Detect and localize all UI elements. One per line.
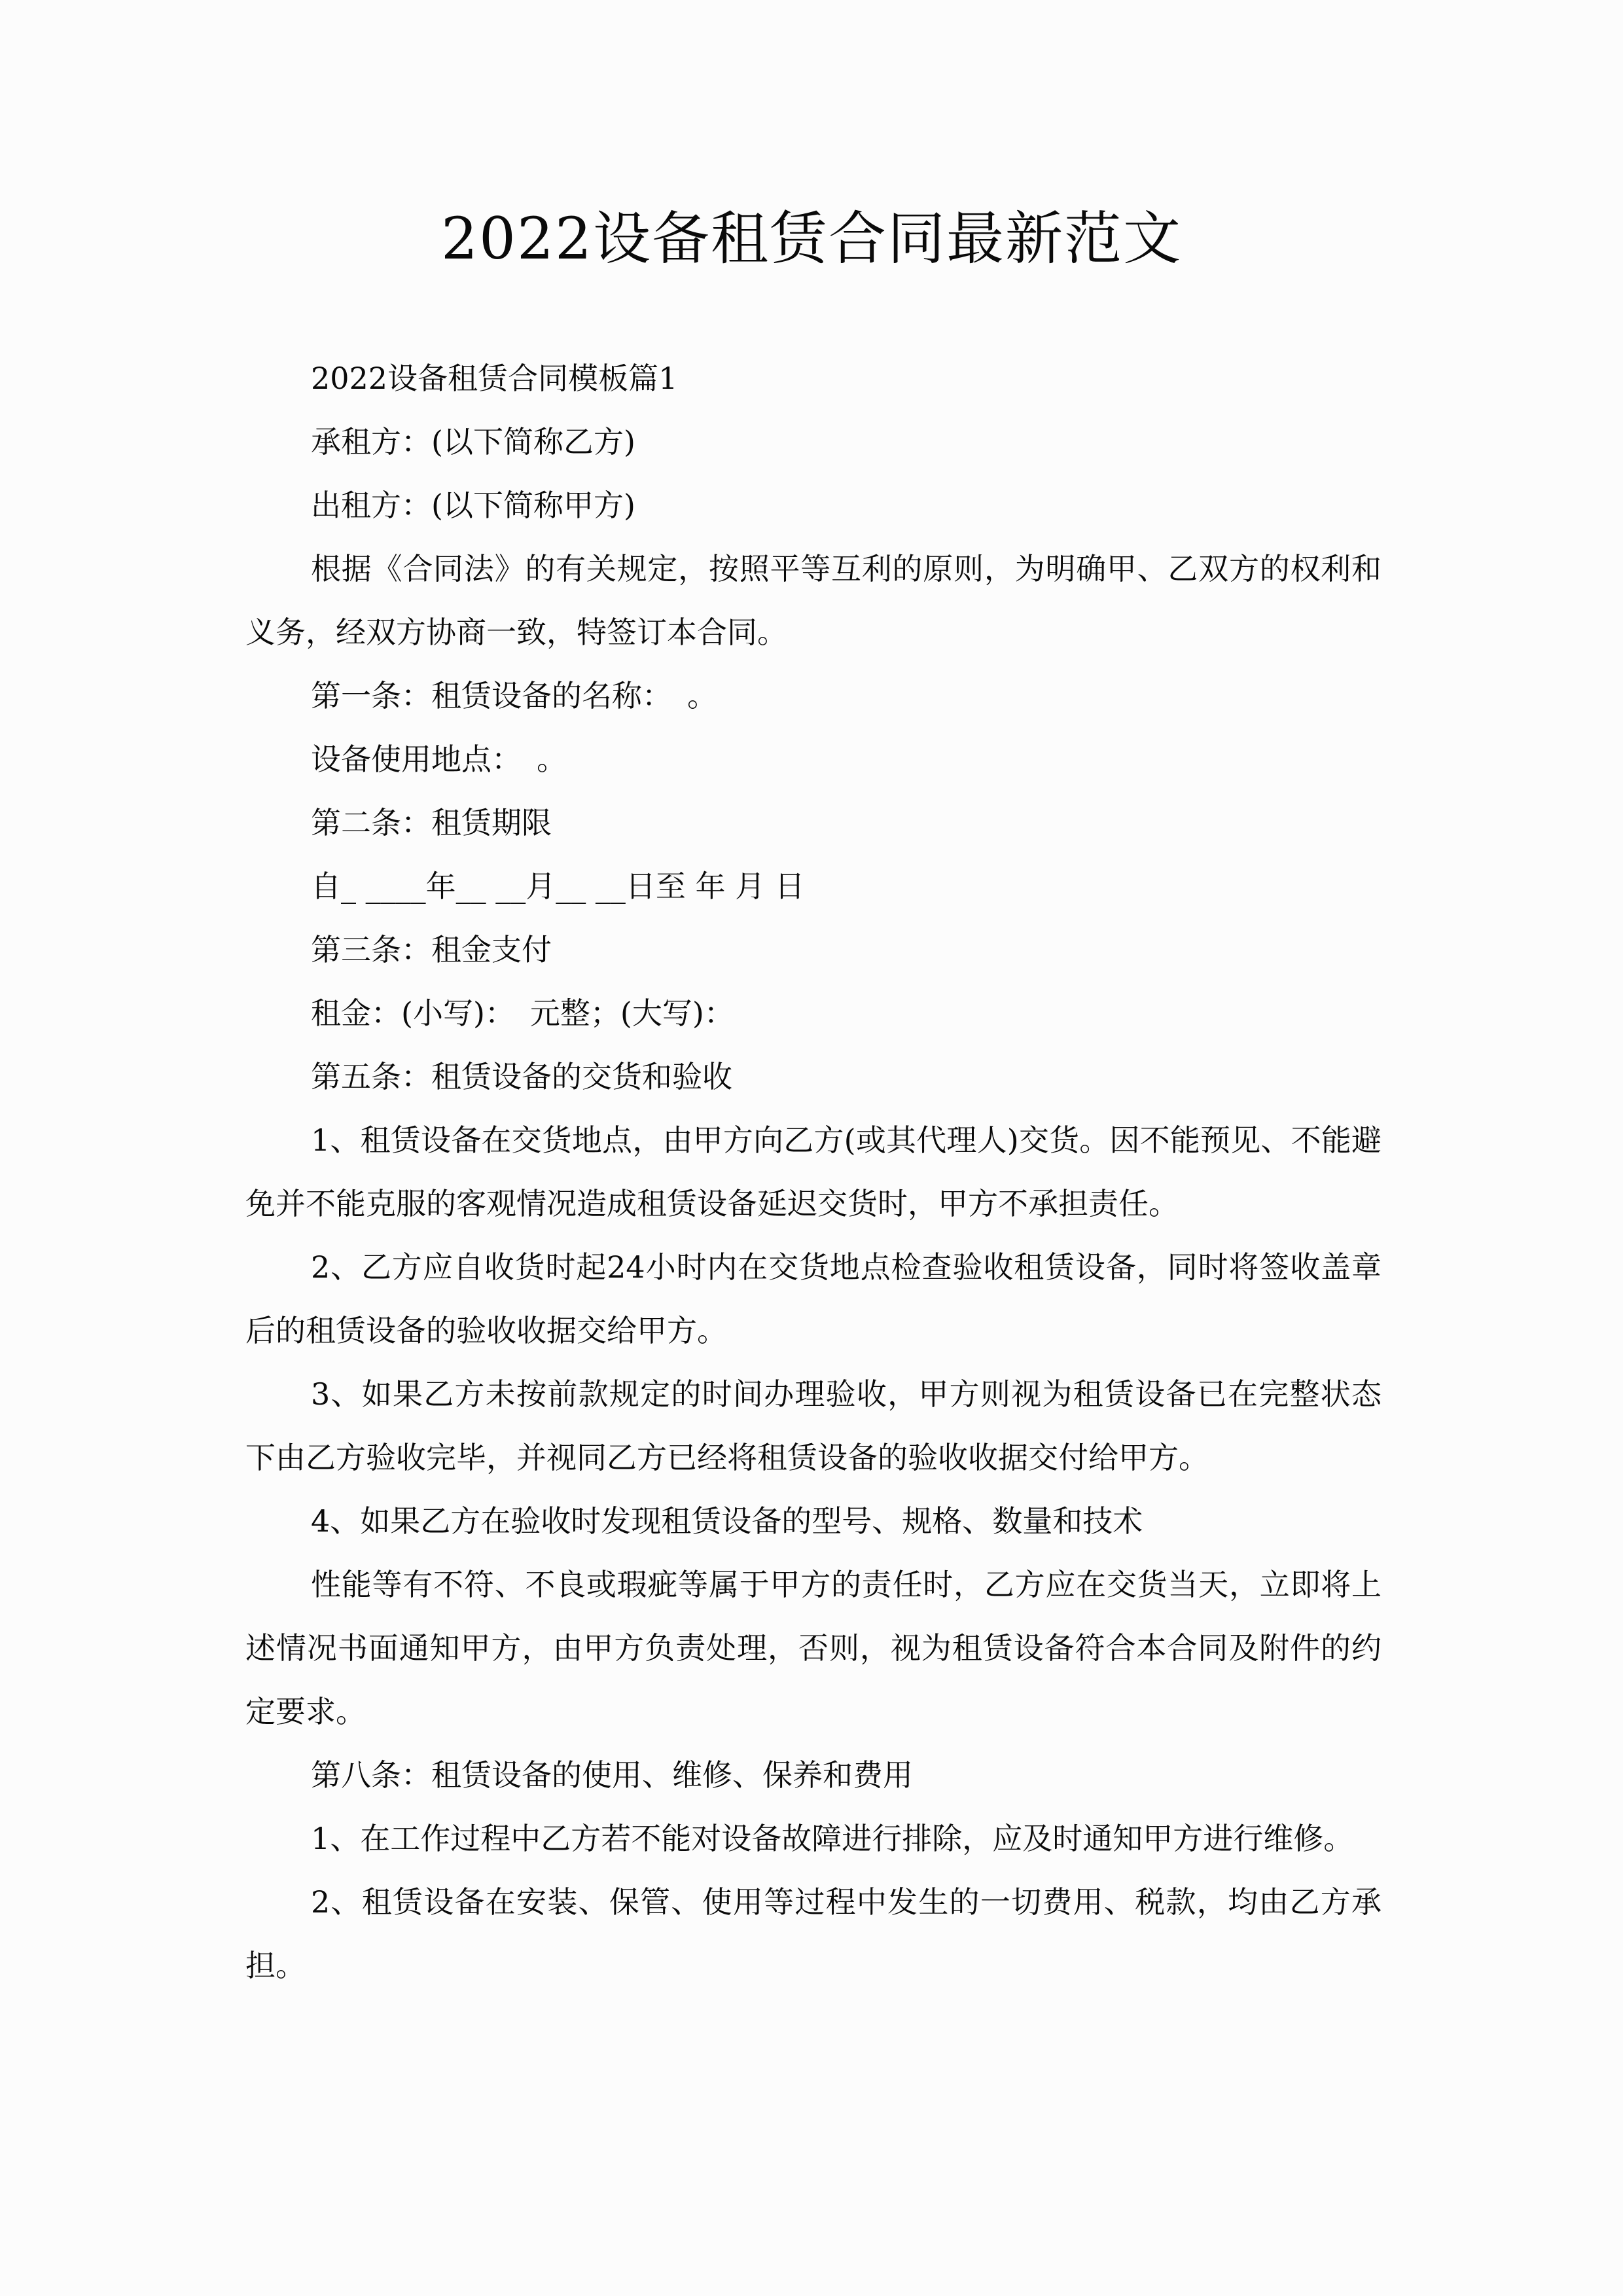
article-3-rent-payment: 第三条：租金支付 bbox=[311, 932, 552, 967]
maintenance-clause-2: 2、租赁设备在安装、保管、使用等过程中发生的一切费用、税款，均由乙方承担。 bbox=[245, 1884, 1382, 1983]
delivery-clause-1: 1、租赁设备在交货地点，由甲方向乙方(或其代理人)交货。因不能预见、不能避免并不能克服的客观情况造成租赁设备延迟交货时，甲方不承担责任。 bbox=[245, 1122, 1382, 1221]
lessor-line: 出租方：(以下简称甲方) bbox=[311, 488, 635, 523]
section-heading-template-1: 2022设备租赁合同模板篇1 bbox=[311, 361, 678, 396]
article-2-lease-term: 第二条：租赁期限 bbox=[311, 805, 552, 840]
delivery-clause-3: 3、如果乙方未按前款规定的时间办理验收，甲方则视为租赁设备已在完整状态下由乙方验收完毕，并视同乙方已经将租赁设备的验收收据交付给甲方。 bbox=[245, 1376, 1382, 1475]
lessee-line: 承租方：(以下简称乙方) bbox=[311, 424, 635, 459]
lease-date-range-line: 自_ ____年__ __月__ __日至 年 月 日 bbox=[311, 869, 805, 904]
equipment-location-line: 设备使用地点： 。 bbox=[311, 742, 567, 777]
delivery-clause-4: 4、如果乙方在验收时发现租赁设备的型号、规格、数量和技术 bbox=[311, 1503, 1143, 1539]
document-body bbox=[245, 347, 1382, 1998]
rent-amount-line: 租金：(小写)： 元整；(大写)： bbox=[311, 996, 734, 1031]
article-1-equipment-name: 第一条：租赁设备的名称： 。 bbox=[311, 678, 717, 713]
maintenance-clause-1: 1、在工作过程中乙方若不能对设备故障进行排除，应及时通知甲方进行维修。 bbox=[311, 1821, 1354, 1856]
delivery-clause-2: 2、乙方应自收货时起24小时内在交货地点检查验收租赁设备，同时将签收盖章后的租赁设备的验收收据交给甲方。 bbox=[245, 1249, 1382, 1348]
delivery-clause-4-continued: 性能等有不符、不良或瑕疵等属于甲方的责任时，乙方应在交货当天，立即将上述情况书面通知甲方，由甲方负责处理，否则，视为租赁设备符合本合同及附件的约定要求。 bbox=[245, 1567, 1382, 1729]
preamble-paragraph: 根据《合同法》的有关规定，按照平等互利的原则，为明确甲、乙双方的权利和义务，经双方协商一致，特签订本合同。 bbox=[245, 551, 1382, 650]
article-5-delivery-acceptance: 第五条：租赁设备的交货和验收 bbox=[311, 1059, 732, 1094]
article-8-use-maintenance: 第八条：租赁设备的使用、维修、保养和费用 bbox=[311, 1757, 913, 1793]
document-title: 2022设备租赁合同最新范文 bbox=[441, 205, 1182, 272]
